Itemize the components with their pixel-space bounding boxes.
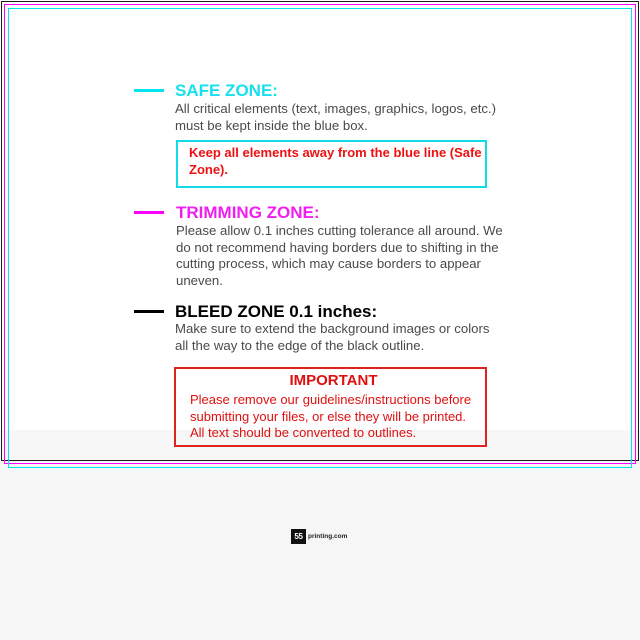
trimming-zone-description: Please allow 0.1 inches cutting tolerance all around. We do not recommend having borders due to shifting in the cutting process, which may cause borders to appear uneven. xyxy=(176,223,503,288)
trimming-zone-swatch xyxy=(134,211,164,214)
safe-zone-swatch xyxy=(134,89,164,92)
bleed-zone-description: Make sure to extend the background images or colors all the way to the edge of the black outline. xyxy=(175,321,490,353)
brand-logo[interactable] xyxy=(291,529,347,544)
bleed-zone-heading: BLEED ZONE 0.1 inches: xyxy=(175,302,378,321)
brand-logo-mark: 55 xyxy=(291,529,306,544)
brand-name: printing.com xyxy=(308,533,348,540)
important-notice-box xyxy=(174,367,487,447)
bleed-zone-swatch xyxy=(134,310,164,313)
safe-zone-description: All critical elements (text, images, graphics, logos, etc.) must be kept inside the blue box. xyxy=(175,101,497,133)
safe-zone-warning-box xyxy=(176,140,487,188)
important-title: IMPORTANT xyxy=(289,372,378,389)
important-text: Please remove our guidelines/instructions before submitting your files, or else they will be printed. All text should be converted to outlines. xyxy=(190,392,472,440)
safe-zone-warning-text: Keep all elements away from the blue line (Safe Zone). xyxy=(189,145,482,177)
safe-zone-heading: SAFE ZONE: xyxy=(175,81,278,100)
trimming-zone-heading: TRIMMING ZONE: xyxy=(176,203,320,222)
